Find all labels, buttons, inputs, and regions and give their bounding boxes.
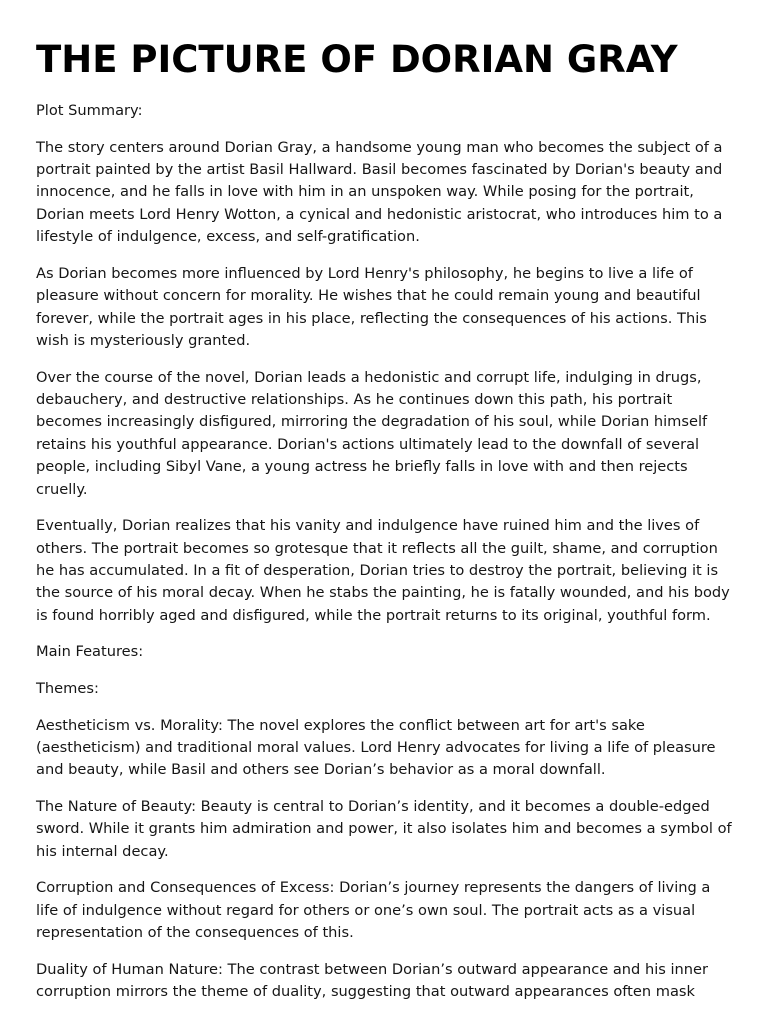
theme-paragraph: Corruption and Consequences of Excess: Dorian’s journey represents the dangers of living a life of indulgence without regard for others or one’s own soul. The portrait acts as a visual representation of the consequences of this. — [36, 879, 711, 942]
section-heading-main-features: Main Features: — [36, 643, 144, 661]
section-heading-themes: Themes: — [36, 680, 99, 698]
body-paragraph: The story centers around Dorian Gray, a handsome young man who becomes the subject of a portrait painted by the artist Basil Hallward. Basil becomes fascinated by Dorian's beauty and innocence, and he falls in love with him in an unspoken way. While posing for the portrait, Dorian meets Lord Henry Wotton, a cynical and hedonistic aristocrat, who introduces him to a lifestyle of indulgence, excess, and self-gratification. — [36, 138, 723, 246]
body-paragraph: As Dorian becomes more influenced by Lord Henry's philosophy, he begins to live a life of pleasure without concern for morality. He wishes that he could remain young and beautiful forever, while the portrait ages in his place, reflecting the consequences of his actions. This wish is mysteriously granted. — [36, 264, 707, 350]
theme-paragraph: The Nature of Beauty: Beauty is central to Dorian’s identity, and it becomes a double-edged sword. While it grants him admiration and power, it also isolates him and becomes a symbol of his internal decay. — [36, 798, 732, 860]
body-paragraph: Over the course of the novel, Dorian leads a hedonistic and corrupt life, indulging in drugs, debauchery, and destructive relationships. As he continues down this path, his portrait becomes increasingly disfigured, mirroring the degradation of his soul, while Dorian himself retains his youthful appearance. Dorian's actions ultimately lead to the downfall of several people, including Sibyl Vane, a young actress he briefly falls in love with and then rejects cruelly. — [36, 368, 708, 498]
theme-paragraph: Duality of Human Nature: The contrast between Dorian’s outward appearance and his inner corruption mirrors the theme of duality, suggesting that outward appearances often mask — [36, 960, 709, 1001]
body-paragraph: Eventually, Dorian realizes that his vanity and indulgence have ruined him and the lives of others. The portrait becomes so grotesque that it reflects all the guilt, shame, and corruption he has accumulated. In a fit of desperation, Dorian tries to destroy the portrait, believing it is the source of his moral decay. When he stabs the painting, he is fatally wounded, and his body is found horribly aged and disfigured, while the portrait returns to its original, youthful form. — [36, 517, 730, 624]
document-title: THE PICTURE OF DORIAN GRAY — [36, 38, 678, 81]
section-heading-plot-summary: Plot Summary: — [36, 102, 143, 119]
theme-paragraph: Aestheticism vs. Morality: The novel explores the conflict between art for art's sake (aestheticism) and traditional moral values. Lord Henry advocates for living a life of pleasure and beauty, while Basil and others see Dorian’s behavior as a moral downfall. — [36, 716, 716, 779]
